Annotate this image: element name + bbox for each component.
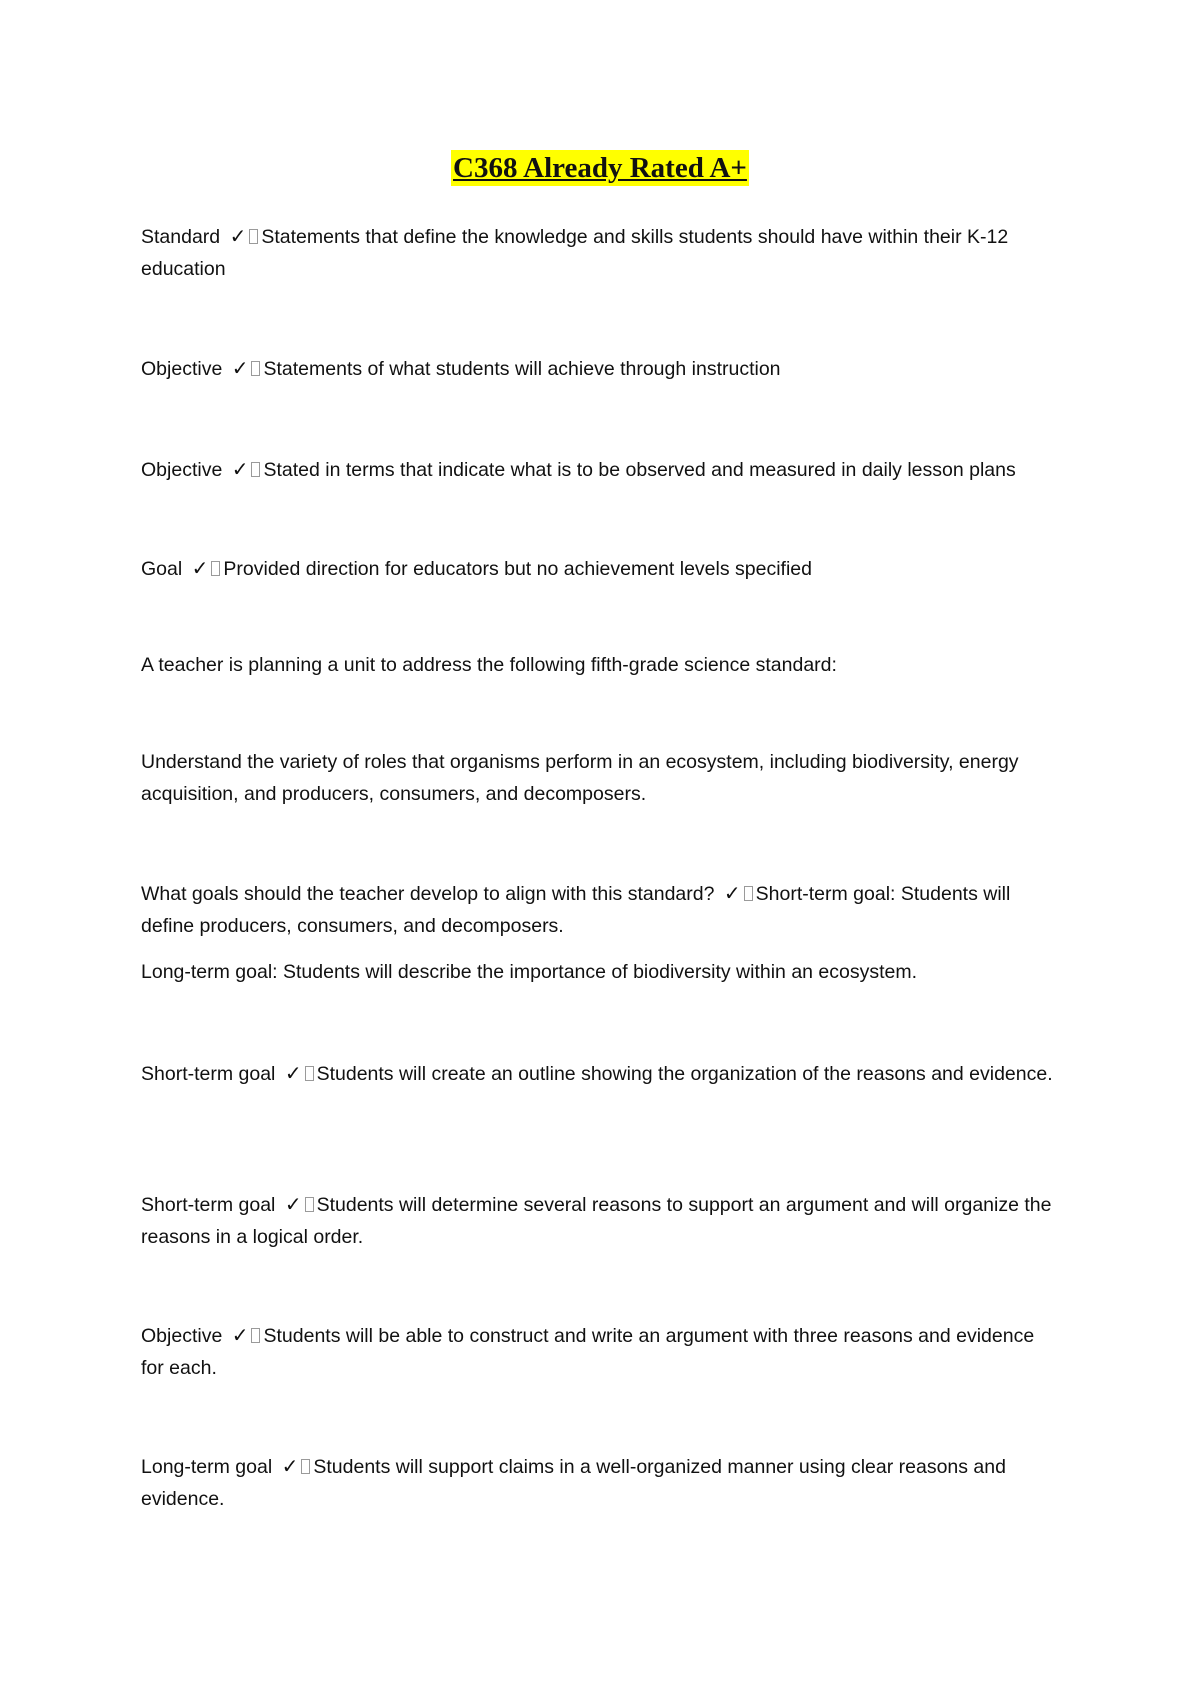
check-icon: ✓ — [284, 1061, 302, 1085]
entry-term: Objective — [141, 358, 223, 380]
entry-term: Objective — [141, 459, 223, 481]
entry-objective-1 — [141, 352, 1061, 385]
question-prompt: What goals should the teacher develop to align with this standard? — [141, 883, 715, 905]
entry-objective-2 — [141, 453, 1061, 486]
entry-term: Objective — [141, 1325, 223, 1347]
box-glyph-icon — [744, 886, 753, 901]
box-glyph-icon — [251, 462, 260, 477]
entry-short-term-goal-2 — [141, 1188, 1061, 1253]
box-glyph-icon — [305, 1197, 314, 1212]
entry-objective-3 — [141, 1319, 1061, 1384]
box-glyph-icon — [305, 1066, 314, 1081]
entry-long-term-goal — [141, 1450, 1061, 1515]
entry-term: Goal — [141, 558, 183, 580]
entry-definition: Statements that define the knowledge and skills students should have within their K-12 education — [141, 226, 1009, 280]
question-entry — [141, 877, 1061, 942]
entry-standard — [141, 220, 1061, 285]
box-glyph-icon — [251, 1328, 260, 1343]
entry-term: Short-term goal — [141, 1063, 276, 1085]
check-icon: ✓ — [191, 556, 209, 580]
title-block — [0, 150, 1200, 186]
check-icon: ✓ — [284, 1192, 302, 1216]
check-icon: ✓ — [281, 1454, 299, 1478]
box-glyph-icon — [211, 561, 220, 576]
entry-definition: Students will be able to construct and write an argument with three reasons and evidence for each. — [141, 1325, 1035, 1379]
question-answer-continued: Long-term goal: Students will describe the importance of biodiversity within an ecosystem. — [141, 961, 918, 983]
entry-definition: Stated in terms that indicate what is to be observed and measured in daily lesson plans — [263, 459, 1016, 481]
document-title: C368 Already Rated A+ — [453, 152, 747, 184]
box-glyph-icon — [301, 1459, 310, 1474]
check-icon: ✓ — [231, 1323, 249, 1347]
entry-definition: Students will support claims in a well-organized manner using clear reasons and evidence. — [141, 1456, 1006, 1510]
check-icon: ✓ — [231, 356, 249, 380]
question-answer: Short-term goal: Students will define producers, consumers, and decomposers. — [141, 883, 1011, 937]
entry-term: Long-term goal — [141, 1456, 273, 1478]
check-icon: ✓ — [229, 224, 247, 248]
box-glyph-icon — [251, 361, 260, 376]
entry-term: Standard — [141, 226, 221, 248]
paragraph-intro: A teacher is planning a unit to address the following fifth-grade science standard: — [141, 654, 837, 676]
entry-definition: Statements of what students will achieve through instruction — [263, 358, 781, 380]
entry-goal — [141, 552, 1061, 585]
check-icon: ✓ — [231, 457, 249, 481]
entry-definition: Students will create an outline showing the organization of the reasons and evidence. — [316, 1063, 1053, 1085]
check-icon: ✓ — [723, 881, 741, 905]
entry-short-term-goal-1 — [141, 1057, 1061, 1090]
entry-definition: Students will determine several reasons to support an argument and will organize the reasons in a logical order. — [141, 1194, 1052, 1248]
entry-term: Short-term goal — [141, 1194, 276, 1216]
paragraph-standard: Understand the variety of roles that organisms perform in an ecosystem, including biodiversity, energy acquisition, and producers, consumers, and decomposers. — [141, 751, 1019, 805]
box-glyph-icon — [249, 229, 258, 244]
entry-definition: Provided direction for educators but no achievement levels specified — [223, 558, 812, 580]
